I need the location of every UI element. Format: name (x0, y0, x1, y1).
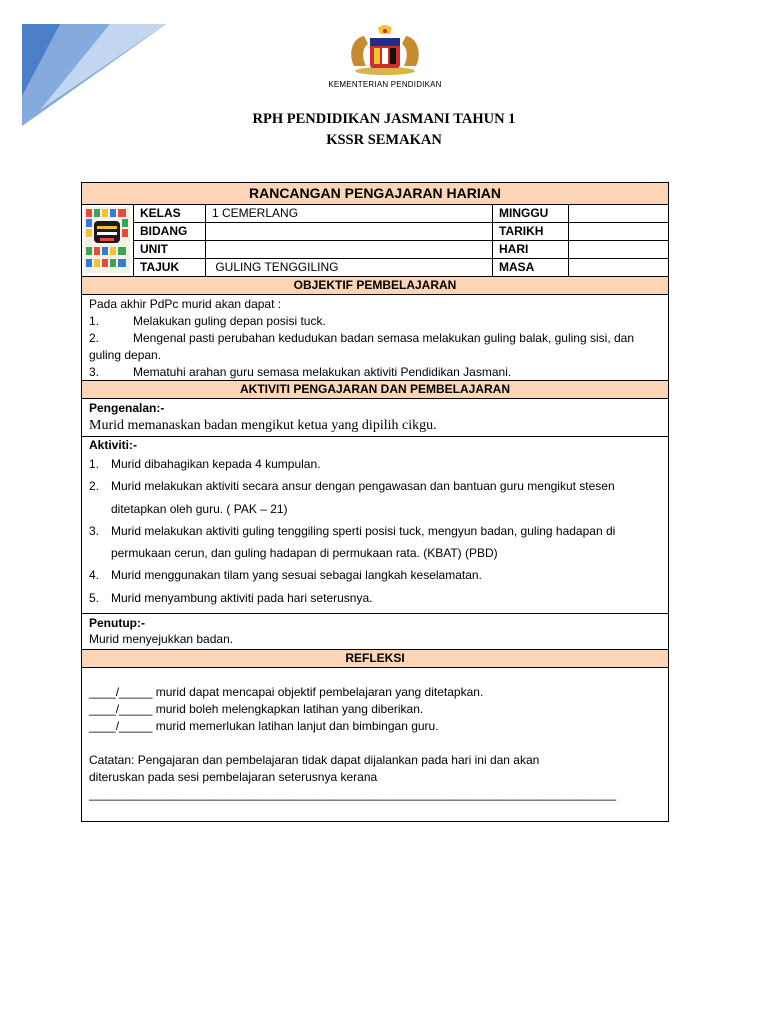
aktiviti-item-number: 3. (89, 523, 100, 538)
kelas-label: KELAS (134, 205, 206, 222)
document-title: RPH PENDIDIKAN JASMANI TAHUN 1 (252, 111, 516, 127)
refleksi-header: REFLEKSI (82, 650, 668, 668)
catatan-line: diteruskan pada sesi pembelajaran seterusnya kerana (89, 770, 378, 784)
unit-label: UNIT (134, 241, 206, 258)
objektif-section (82, 295, 668, 381)
objektif-item (89, 364, 661, 381)
aktiviti-list (89, 453, 661, 609)
tarikh-value (569, 223, 669, 240)
unit-value (206, 241, 493, 258)
objektif-item-text: Mematuhi arahan guru semasa melakukan aktiviti Pendidikan Jasmani. (133, 365, 512, 379)
minggu-label: MINGGU (493, 205, 569, 222)
aktiviti-item-text: permukaan cerun, dan guling hadapan di permukaan rata. (KBAT) (PBD) (111, 546, 498, 561)
info-row-kelas (134, 205, 669, 223)
objektif-item-number: 1. (89, 314, 100, 328)
info-row-bidang (134, 223, 669, 241)
book-cover-image (84, 207, 130, 273)
objektif-item-continuation: guling depan. (89, 348, 162, 362)
form-header: RANCANGAN PENGAJARAN HARIAN (82, 183, 668, 205)
aktiviti-item-text: Murid menyambung aktiviti pada hari seterusnya. (111, 590, 373, 605)
tajuk-value: GULING TENGGILING (206, 259, 493, 276)
info-table (82, 205, 668, 277)
pengenalan-section (82, 399, 668, 437)
aktiviti-item (89, 564, 661, 586)
objektif-item (89, 330, 661, 347)
catatan-blank-line: _______________________________________________________________________________ (89, 787, 617, 801)
lesson-plan-form (81, 182, 669, 822)
objektif-item-number: 2. (89, 331, 100, 345)
hari-value (569, 241, 669, 258)
aktiviti-item-text: Murid dibahagikan kepada 4 kumpulan. (111, 457, 321, 471)
kelas-value: 1 CEMERLANG (206, 205, 493, 222)
penutup-text: Murid menyejukkan badan. (89, 632, 234, 646)
pengenalan-label: Pengenalan:- (89, 401, 165, 415)
coat-of-arms-icon (340, 24, 430, 78)
penutup-section (82, 614, 668, 650)
objektif-intro: Pada akhir PdPc murid akan dapat : (89, 297, 282, 311)
masa-value (569, 259, 669, 276)
aktiviti-item-number: 2. (89, 479, 100, 494)
penutup-label: Penutup:- (89, 616, 145, 630)
bidang-label: BIDANG (134, 223, 206, 240)
refleksi-line: ____/_____ murid boleh melengkapkan latihan yang diberikan. (89, 702, 424, 716)
info-row-tajuk (134, 259, 669, 277)
aktiviti-header: AKTIVITI PENGAJARAN DAN PEMBELAJARAN (82, 381, 668, 399)
info-row-unit (134, 241, 669, 259)
aktiviti-label: Aktiviti:- (89, 438, 137, 452)
aktiviti-item-number: 1. (89, 457, 100, 471)
document-subtitle: KSSR SEMAKAN (326, 132, 442, 148)
tajuk-label: TAJUK (134, 259, 206, 276)
aktiviti-item (89, 475, 661, 497)
tarikh-label: TARIKH (493, 223, 569, 240)
aktiviti-item-text: Murid melakukan aktiviti guling tenggiling sperti posisi tuck, mengyun badan, guling hadapan di (111, 523, 616, 538)
minggu-value (569, 205, 669, 222)
aktiviti-item-number: 4. (89, 568, 100, 583)
aktiviti-item-text: ditetapkan oleh guru. ( PAK – 21) (111, 501, 288, 516)
masa-label: MASA (493, 259, 569, 276)
aktiviti-item-text: Murid menggunakan tilam yang sesuai sebagai langkah keselamatan. (111, 568, 482, 583)
aktiviti-item-continuation (89, 542, 661, 564)
bidang-value (206, 223, 493, 240)
aktiviti-item (89, 587, 661, 609)
ministry-name: KEMENTERIAN PENDIDIKAN (328, 80, 442, 89)
aktiviti-item (89, 453, 661, 475)
objektif-item-number: 3. (89, 365, 100, 379)
objektif-item-text: Melakukan guling depan posisi tuck. (133, 314, 326, 328)
pengenalan-text: Murid memanaskan badan mengikut ketua yang dipilih cikgu. (89, 418, 437, 433)
refleksi-line: ____/_____ murid memerlukan latihan lanjut dan bimbingan guru. (89, 719, 439, 733)
aktiviti-section (82, 437, 668, 614)
objektif-item (89, 313, 661, 330)
objektif-header: OBJEKTIF PEMBELAJARAN (82, 277, 668, 295)
refleksi-section (82, 668, 668, 822)
book-cover-thumbnail (82, 205, 134, 276)
ministry-crest (320, 24, 450, 94)
refleksi-line: ____/_____ murid dapat mencapai objektif pembelajaran yang ditetapkan. (89, 685, 484, 699)
aktiviti-item (89, 520, 661, 542)
aktiviti-item-continuation (89, 498, 661, 520)
catatan-line: Catatan: Pengajaran dan pembelajaran tidak dapat dijalankan pada hari ini dan akan (89, 753, 540, 767)
aktiviti-item-text: Murid melakukan aktiviti secara ansur dengan pengawasan dan bantuan guru mengikut stesen (111, 479, 615, 494)
objektif-item-text: Mengenal pasti perubahan kedudukan badan semasa melakukan guling balak, guling sisi, dan (133, 331, 635, 345)
hari-label: HARI (493, 241, 569, 258)
aktiviti-item-number: 5. (89, 590, 100, 605)
